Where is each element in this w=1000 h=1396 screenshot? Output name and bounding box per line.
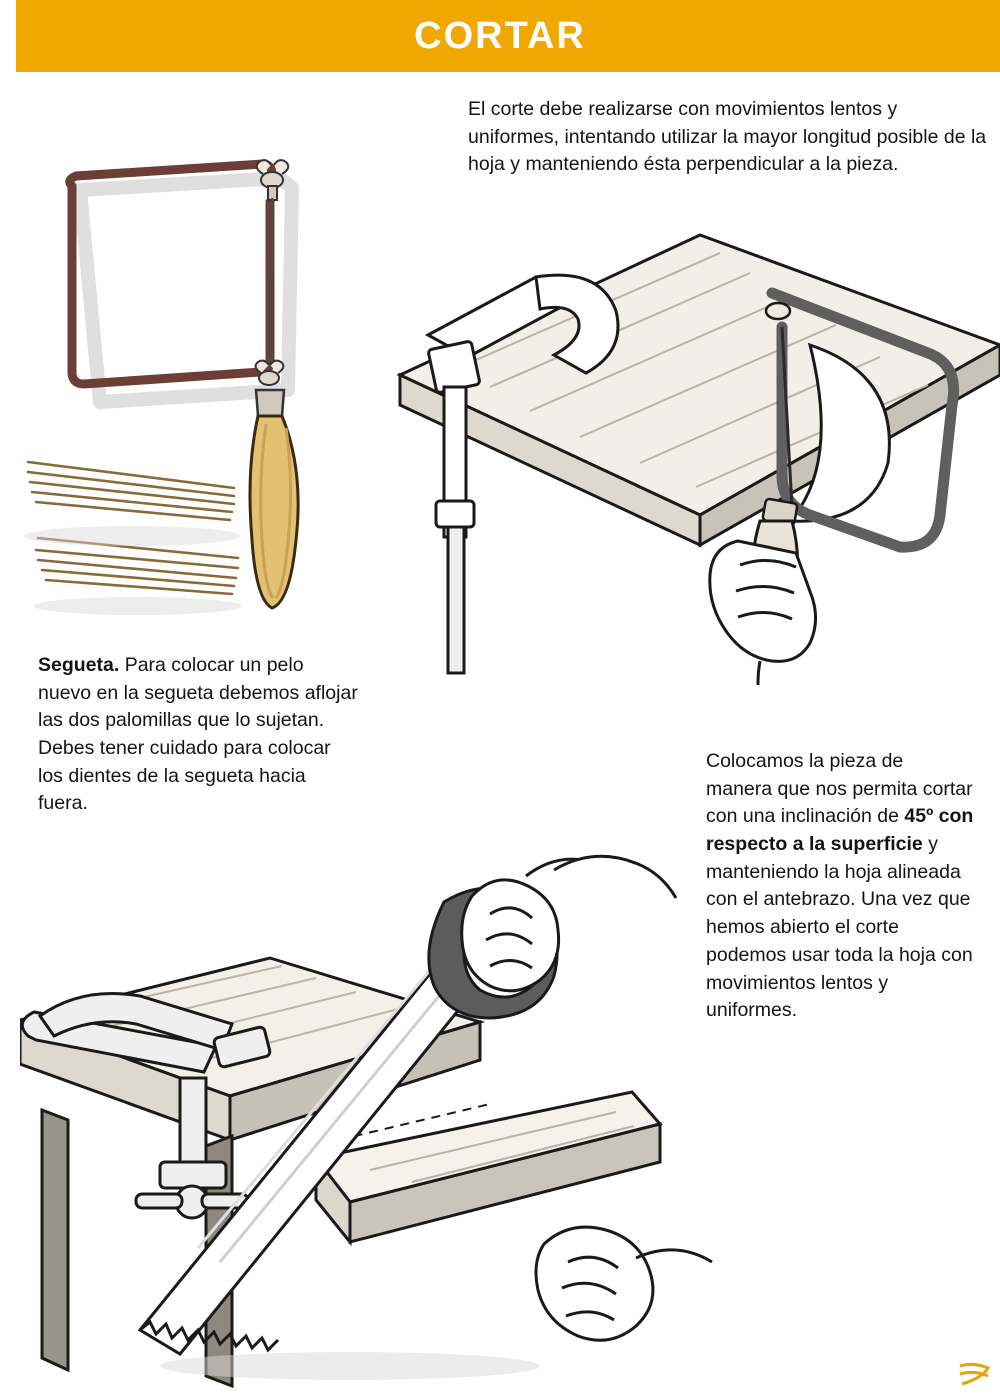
intro-paragraph: El corte debe realizarse con movimientos lentos y uniformes, intentando utilizar la mayor longitud posible de la hoja y manteniendo ésta perpendicular a la pieza. <box>468 98 987 176</box>
header-left-notch <box>0 0 16 72</box>
clamped-cut-illustration <box>340 215 1000 685</box>
segueta-caption-lead: Segueta. <box>38 654 120 676</box>
angle-paragraph-bold: 45º con respecto a la superficie <box>706 805 974 856</box>
page-header-band <box>0 0 1000 72</box>
segueta-caption <box>38 652 358 818</box>
hand-saw-illustration <box>20 810 720 1390</box>
coping-saw-illustration <box>20 140 380 660</box>
page-title: CORTAR <box>414 14 586 57</box>
angle-paragraph <box>706 748 974 1025</box>
segueta-caption-body: Para colocar un pelo nuevo en la segueta debemos aflojar las dos palomillas que lo sujetan. Debes tener cuidado para colocar los dientes de la segueta hacia fuera. <box>38 654 358 815</box>
angle-paragraph-part1: Colocamos la pieza de manera que nos permita cortar con una inclinación de <box>706 750 973 828</box>
angle-paragraph-part2: y manteniendo la hoja alineada con el antebrazo. Una vez que hemos abierto el corte podemos usar toda la hoja con movimientos lentos y uniformes. <box>706 833 973 1022</box>
page-corner-mark <box>958 1362 992 1390</box>
